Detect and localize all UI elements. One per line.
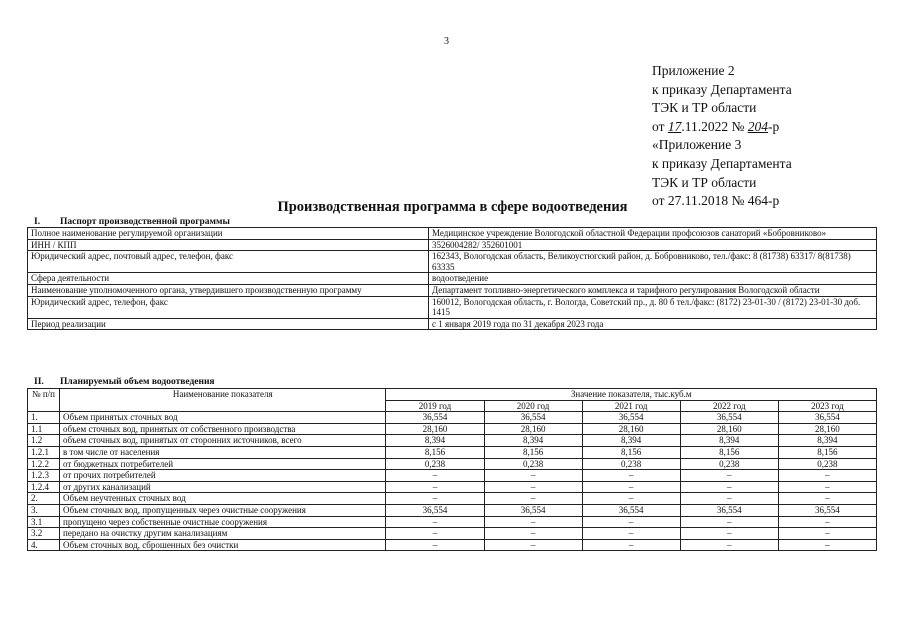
value-cell: 28,160 bbox=[582, 423, 680, 435]
passport-row bbox=[28, 239, 877, 251]
value-cell: 8,156 bbox=[386, 446, 484, 458]
value-cell: – bbox=[778, 470, 876, 482]
row-number: 1. bbox=[28, 412, 60, 424]
value-cell: – bbox=[386, 493, 484, 505]
table-row bbox=[28, 470, 877, 482]
value-cell: 36,554 bbox=[484, 504, 582, 516]
row-name: объем сточных вод, принятых от сторонних источников, всего bbox=[60, 435, 386, 447]
value-cell: – bbox=[680, 481, 778, 493]
value-cell: – bbox=[778, 539, 876, 551]
value-cell: – bbox=[582, 493, 680, 505]
value-cell: – bbox=[582, 539, 680, 551]
value-cell: – bbox=[778, 481, 876, 493]
row-number: 1.2.1 bbox=[28, 446, 60, 458]
value-cell: – bbox=[680, 528, 778, 540]
value-cell: – bbox=[778, 528, 876, 540]
passport-value: Медицинское учреждение Вологодской областной Федерации профсоюзов санаторий «Бобровниково» bbox=[429, 228, 877, 240]
value-cell: 36,554 bbox=[582, 504, 680, 516]
appendix-line: ТЭК и ТР области bbox=[652, 100, 757, 116]
year-header: 2023 год bbox=[778, 400, 876, 412]
passport-label: Юридический адрес, телефон, факс bbox=[28, 296, 429, 318]
header-name: Наименование показателя bbox=[60, 389, 386, 412]
section-heading bbox=[34, 377, 215, 387]
row-name: Объем неучтенных сточных вод bbox=[60, 493, 386, 505]
row-name: от других канализаций bbox=[60, 481, 386, 493]
date-suffix: -р bbox=[768, 118, 780, 134]
value-cell: – bbox=[484, 539, 582, 551]
row-number: 1.2.3 bbox=[28, 470, 60, 482]
appendix-line: к приказу Департамента bbox=[652, 155, 792, 171]
value-cell: 0,238 bbox=[778, 458, 876, 470]
year-header: 2020 год bbox=[484, 400, 582, 412]
passport-row bbox=[28, 318, 877, 330]
row-number: 1.2.2 bbox=[28, 458, 60, 470]
value-cell: 0,238 bbox=[484, 458, 582, 470]
value-cell: – bbox=[582, 528, 680, 540]
section-number: II. bbox=[34, 377, 44, 387]
table-row bbox=[28, 504, 877, 516]
year-header: 2021 год bbox=[582, 400, 680, 412]
value-cell: – bbox=[484, 470, 582, 482]
value-cell: – bbox=[582, 516, 680, 528]
handwritten-day: 17 bbox=[667, 118, 682, 134]
value-cell: 8,394 bbox=[582, 435, 680, 447]
value-cell: 8,156 bbox=[582, 446, 680, 458]
value-cell: 28,160 bbox=[484, 423, 582, 435]
value-cell: 36,554 bbox=[778, 412, 876, 424]
value-cell: 0,238 bbox=[386, 458, 484, 470]
row-name: от бюджетных потребителей bbox=[60, 458, 386, 470]
value-cell: – bbox=[484, 528, 582, 540]
value-cell: – bbox=[386, 470, 484, 482]
value-cell: 0,238 bbox=[680, 458, 778, 470]
appendix-line: от 27.11.2018 № 464-р bbox=[652, 193, 780, 209]
passport-value: с 1 января 2019 года по 31 декабря 2023 года bbox=[429, 318, 877, 330]
value-cell: 28,160 bbox=[680, 423, 778, 435]
value-cell: – bbox=[386, 481, 484, 493]
volume-table bbox=[27, 388, 877, 551]
value-cell: – bbox=[386, 516, 484, 528]
section-heading bbox=[34, 217, 230, 227]
section-title: Паспорт производственной программы bbox=[60, 217, 230, 227]
date-prefix: от bbox=[652, 118, 668, 134]
row-name: от прочих потребителей bbox=[60, 470, 386, 482]
passport-row bbox=[28, 296, 877, 318]
passport-label: ИНН / КПП bbox=[28, 239, 429, 251]
value-cell: – bbox=[582, 481, 680, 493]
date-mid: .11.2022 № bbox=[681, 118, 748, 134]
handwritten-number: 204 bbox=[747, 118, 768, 134]
value-cell: – bbox=[680, 516, 778, 528]
value-cell: – bbox=[680, 493, 778, 505]
passport-value: Департамент топливно-энергетического комплекса и тарифного регулирования Вологодской области bbox=[429, 284, 877, 296]
row-name: Объем сточных вод, сброшенных без очистки bbox=[60, 539, 386, 551]
appendix-line: Приложение 2 bbox=[652, 63, 735, 78]
passport-label: Наименование уполномоченного органа, утвердившего производственную программу bbox=[28, 284, 429, 296]
passport-table bbox=[27, 227, 877, 330]
value-cell: – bbox=[680, 539, 778, 551]
value-cell: 36,554 bbox=[680, 412, 778, 424]
row-name: пропущено через собственные очистные сооружения bbox=[60, 516, 386, 528]
value-cell: – bbox=[582, 470, 680, 482]
table-row bbox=[28, 423, 877, 435]
appendix-date-line bbox=[652, 118, 792, 137]
passport-label: Юридический адрес, почтовый адрес, телефон, факс bbox=[28, 251, 429, 273]
value-cell: 36,554 bbox=[386, 504, 484, 516]
header-number: № п/п bbox=[28, 389, 60, 412]
value-cell: – bbox=[680, 470, 778, 482]
appendix-line: к приказу Департамента bbox=[652, 81, 792, 97]
row-number: 3.1 bbox=[28, 516, 60, 528]
value-cell: – bbox=[484, 516, 582, 528]
appendix-line: «Приложение 3 bbox=[652, 137, 742, 153]
value-cell: 8,156 bbox=[778, 446, 876, 458]
passport-label: Полное наименование регулируемой организации bbox=[28, 228, 429, 240]
row-name: объем сточных вод, принятых от собственного производства bbox=[60, 423, 386, 435]
value-cell: – bbox=[386, 539, 484, 551]
section-number: I. bbox=[34, 217, 41, 227]
passport-label: Сфера деятельности bbox=[28, 273, 429, 285]
value-cell: 8,394 bbox=[484, 435, 582, 447]
document-title: Производственная программа в сфере водоотведения bbox=[277, 199, 628, 215]
year-header: 2022 год bbox=[680, 400, 778, 412]
passport-row bbox=[28, 273, 877, 285]
value-cell: 36,554 bbox=[386, 412, 484, 424]
value-cell: 8,394 bbox=[778, 435, 876, 447]
appendix-block bbox=[652, 62, 792, 211]
value-cell: 36,554 bbox=[484, 412, 582, 424]
row-name: в том числе от населения bbox=[60, 446, 386, 458]
row-number: 1.1 bbox=[28, 423, 60, 435]
value-cell: 36,554 bbox=[680, 504, 778, 516]
section-title: Планируемый объем водоотведения bbox=[60, 377, 215, 387]
passport-value: 160012, Вологодская область, г. Вологда, Советский пр., д. 80 б тел./факс: (8172) 23-01-30 / (8172) 23-01-30 доб. 1415 bbox=[429, 296, 877, 318]
passport-row bbox=[28, 251, 877, 273]
table-row bbox=[28, 412, 877, 424]
value-cell: 8,156 bbox=[680, 446, 778, 458]
passport-value: 162343, Вологодская область, Великоустюгский район, д. Бобровниково, тел./факс: 8 (81738) 63317/ 8(81738) 63335 bbox=[429, 251, 877, 273]
table-row bbox=[28, 446, 877, 458]
passport-label: Период реализации bbox=[28, 318, 429, 330]
year-header: 2019 год bbox=[386, 400, 484, 412]
passport-row bbox=[28, 284, 877, 296]
row-number: 1.2.4 bbox=[28, 481, 60, 493]
row-number: 1.2 bbox=[28, 435, 60, 447]
appendix-line: ТЭК и ТР области bbox=[652, 174, 757, 190]
value-cell: 8,394 bbox=[680, 435, 778, 447]
table-row bbox=[28, 458, 877, 470]
page-number: 3 bbox=[444, 36, 449, 47]
row-name: передано на очистку другим канализациям bbox=[60, 528, 386, 540]
table-row bbox=[28, 481, 877, 493]
table-row bbox=[28, 528, 877, 540]
row-name: Объем сточных вод, пропущенных через очистные сооружения bbox=[60, 504, 386, 516]
row-number: 4. bbox=[28, 539, 60, 551]
value-cell: 36,554 bbox=[582, 412, 680, 424]
value-cell: – bbox=[484, 493, 582, 505]
value-cell: – bbox=[484, 481, 582, 493]
value-cell: 8,156 bbox=[484, 446, 582, 458]
row-name: Объем принятых сточных вод bbox=[60, 412, 386, 424]
row-number: 2. bbox=[28, 493, 60, 505]
passport-value: водоотведение bbox=[429, 273, 877, 285]
value-cell: 28,160 bbox=[386, 423, 484, 435]
table-row bbox=[28, 493, 877, 505]
passport-value: 3526004282/ 352601001 bbox=[429, 239, 877, 251]
value-cell: 0,238 bbox=[582, 458, 680, 470]
value-cell: 8,394 bbox=[386, 435, 484, 447]
row-number: 3. bbox=[28, 504, 60, 516]
table-row bbox=[28, 435, 877, 447]
table-row bbox=[28, 539, 877, 551]
value-cell: – bbox=[778, 516, 876, 528]
value-cell: 36,554 bbox=[778, 504, 876, 516]
value-cell: – bbox=[778, 493, 876, 505]
value-cell: – bbox=[386, 528, 484, 540]
value-cell: 28,160 bbox=[778, 423, 876, 435]
table-row bbox=[28, 516, 877, 528]
passport-row bbox=[28, 228, 877, 240]
header-value: Значение показателя, тыс.куб.м bbox=[386, 389, 877, 401]
row-number: 3.2 bbox=[28, 528, 60, 540]
